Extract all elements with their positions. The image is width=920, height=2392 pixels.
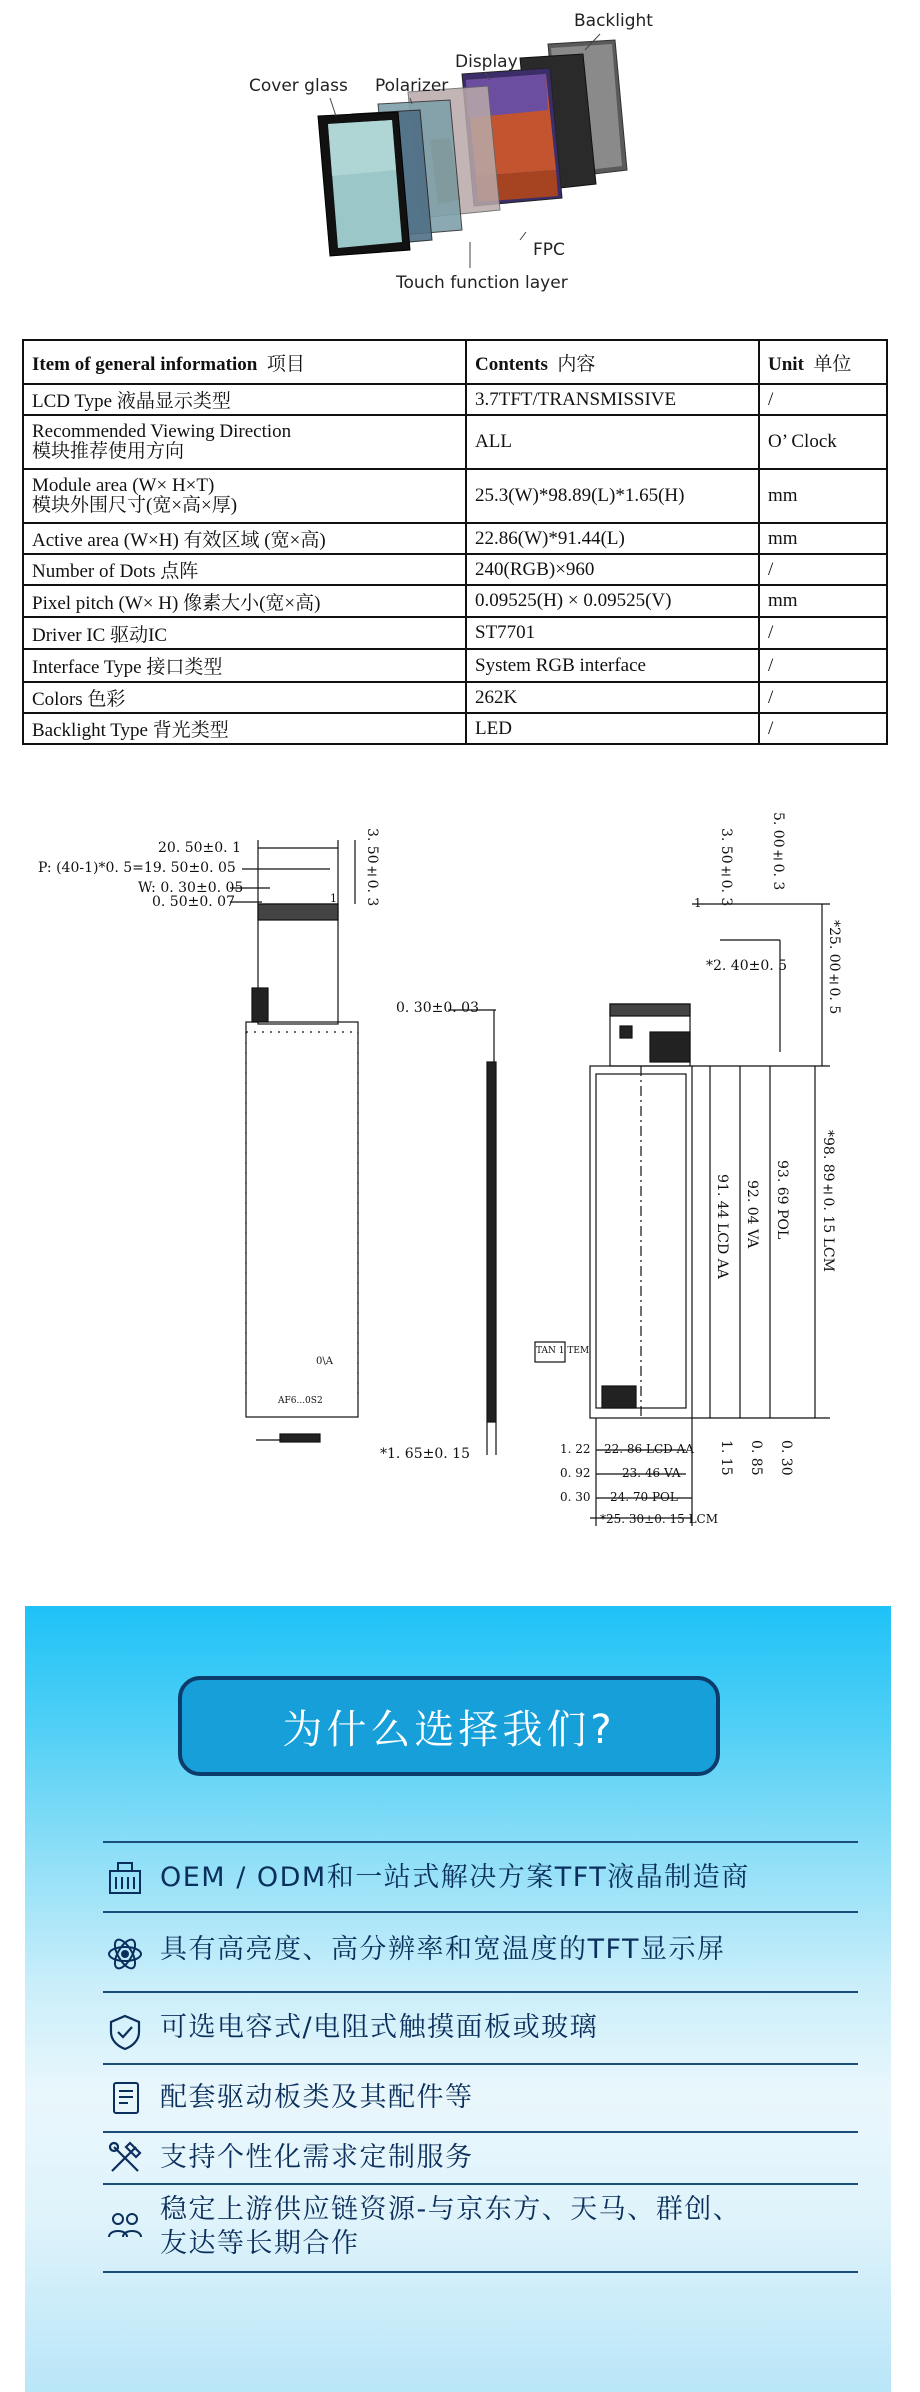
mechanical-drawing bbox=[0, 800, 920, 1540]
feature-text: 配套驱动板类及其配件等 bbox=[160, 2082, 474, 2113]
row-content: LED bbox=[466, 713, 759, 744]
table-row bbox=[23, 617, 887, 649]
row-item: Pixel pitch (W× H) 像素大小(宽×高) bbox=[23, 585, 466, 617]
row-content: System RGB interface bbox=[466, 649, 759, 682]
exploded-view bbox=[0, 0, 920, 310]
left-fpc-tail bbox=[258, 904, 338, 1024]
feature-item bbox=[103, 1911, 858, 1993]
dim-pitch: P: (40-1)*0. 5=19. 50±0. 05 bbox=[38, 860, 236, 876]
left-mark-a: 0\A bbox=[316, 1356, 333, 1367]
table-row bbox=[23, 713, 887, 744]
dim-bottom-3: 0. 30 bbox=[560, 1490, 591, 1504]
row-unit: / bbox=[759, 649, 887, 682]
label-display: Display bbox=[455, 52, 518, 72]
feature-item bbox=[103, 2183, 858, 2273]
feature-text: 支持个性化需求定制服务 bbox=[160, 2142, 474, 2173]
dim-va: 92. 04 VA bbox=[744, 1180, 760, 1249]
left-pad-strip bbox=[258, 904, 338, 920]
dim-bottom-1v: 22. 86 LCD AA bbox=[604, 1442, 694, 1456]
pad-count: 1 bbox=[330, 892, 337, 905]
table-row bbox=[23, 523, 887, 554]
feature-item bbox=[103, 1991, 858, 2065]
dim-fpc-width: 20. 50±0. 1 bbox=[158, 840, 241, 856]
feature-item bbox=[103, 1841, 858, 1913]
row-item: Number of Dots 点阵 bbox=[23, 554, 466, 585]
feature-text-line2: 友达等长期合作 bbox=[160, 2228, 360, 2259]
promo-panel bbox=[25, 1606, 891, 2392]
label-backlight: Backlight bbox=[574, 11, 653, 31]
left-mark-b: AF6...0S2 bbox=[278, 1396, 323, 1406]
label-touch-layer: Touch function layer bbox=[396, 273, 568, 293]
dim-tail: 5. 00±0. 3 bbox=[770, 812, 786, 891]
dim-25: *25. 00±0. 5 bbox=[826, 920, 842, 1015]
row-item: Recommended Viewing Direction 模块推荐使用方向 bbox=[23, 415, 466, 469]
row-item: Module area (W× H×T) 模块外围尺寸(宽×高×厚) bbox=[23, 469, 466, 523]
header-item: Item of general information 项目 bbox=[23, 340, 466, 384]
dim-thickness: *1. 65±0. 15 bbox=[380, 1446, 470, 1462]
tools-icon bbox=[106, 2139, 144, 2177]
header-contents: Contents 内容 bbox=[466, 340, 759, 384]
dim-pad-w: W: 0. 30±0. 05 bbox=[138, 880, 244, 896]
right-tag: TAN 1 TEM bbox=[536, 1346, 590, 1356]
dim-085: 0. 85 bbox=[748, 1440, 764, 1476]
dim-bottom-2v: 23. 46 VA bbox=[622, 1466, 681, 1480]
dim-lcm-length: *98. 89±0. 15 LCM bbox=[820, 1130, 836, 1272]
dim-bottom-1: 1. 22 bbox=[560, 1442, 591, 1456]
dim-film: 0. 30±0. 03 bbox=[396, 1000, 479, 1016]
left-connector bbox=[252, 988, 268, 1022]
document-icon bbox=[106, 2079, 144, 2117]
table-row bbox=[23, 384, 887, 415]
table-row bbox=[23, 415, 887, 469]
dim-bottom-2: 0. 92 bbox=[560, 1466, 591, 1480]
row-unit: / bbox=[759, 617, 887, 649]
dim-bottom-3v: 24. 70 POL bbox=[610, 1490, 678, 1504]
row-content: 22.86(W)*91.44(L) bbox=[466, 523, 759, 554]
table-row bbox=[23, 554, 887, 585]
feature-text: 稳定上游供应链资源-与京东方、天马、群创、 bbox=[160, 2194, 742, 2225]
row-content: ALL bbox=[466, 415, 759, 469]
dim-top-left: 3. 50±0. 3 bbox=[364, 828, 380, 907]
feature-item bbox=[103, 2063, 858, 2133]
dim-115: 1. 15 bbox=[718, 1440, 734, 1476]
row-unit: O’ Clock bbox=[759, 415, 887, 469]
left-panel bbox=[246, 1022, 358, 1417]
side-profile bbox=[487, 1062, 496, 1422]
row-item: LCD Type 液晶显示类型 bbox=[23, 384, 466, 415]
dim-fpc-offset: *2. 40±0. 5 bbox=[706, 958, 788, 974]
row-item: Backlight Type 背光类型 bbox=[23, 713, 466, 744]
feature-text: 可选电容式/电阻式触摸面板或玻璃 bbox=[160, 2012, 599, 2043]
row-content: 0.09525(H) × 0.09525(V) bbox=[466, 585, 759, 617]
row-unit: / bbox=[759, 384, 887, 415]
row-item: Interface Type 接口类型 bbox=[23, 649, 466, 682]
dim-lcm-width: *25. 30±0. 15 LCM bbox=[600, 1512, 719, 1526]
row-item: Driver IC 驱动IC bbox=[23, 617, 466, 649]
label-cover-glass: Cover glass bbox=[249, 76, 348, 96]
dim-pol: 93. 69 POL bbox=[774, 1160, 790, 1240]
row-content: 262K bbox=[466, 682, 759, 713]
atom-icon bbox=[106, 1935, 144, 1973]
row-unit: mm bbox=[759, 469, 887, 523]
spec-table bbox=[22, 339, 888, 745]
table-header-row bbox=[23, 340, 887, 384]
right-pin1: 1 bbox=[694, 896, 702, 910]
table-row bbox=[23, 682, 887, 713]
building-icon bbox=[106, 1859, 144, 1897]
table-row bbox=[23, 469, 887, 523]
header-unit: Unit 单位 bbox=[759, 340, 887, 384]
dim-030: 0. 30 bbox=[778, 1440, 794, 1476]
promo-title: 为什么选择我们? bbox=[178, 1676, 720, 1776]
row-item: Active area (W×H) 有效区域 (宽×高) bbox=[23, 523, 466, 554]
row-item: Colors 色彩 bbox=[23, 682, 466, 713]
feature-text: OEM / ODM和一站式解决方案TFT液晶制造商 bbox=[160, 1862, 750, 1893]
label-fpc: FPC bbox=[533, 240, 565, 260]
dim-pad: 0. 50±0. 07 bbox=[152, 894, 235, 910]
table-row bbox=[23, 649, 887, 682]
row-content: 240(RGB)×960 bbox=[466, 554, 759, 585]
feature-item bbox=[103, 2131, 858, 2185]
team-icon bbox=[106, 2207, 144, 2245]
label-polarizer: Polarizer bbox=[375, 76, 449, 96]
row-content: ST7701 bbox=[466, 617, 759, 649]
dim-aa: 91. 44 LCD AA bbox=[714, 1174, 730, 1279]
row-content: 3.7TFT/TRANSMISSIVE bbox=[466, 384, 759, 415]
table-row bbox=[23, 585, 887, 617]
shield-check-icon bbox=[106, 2013, 144, 2051]
feature-text: 具有高亮度、高分辨率和宽温度的TFT显示屏 bbox=[160, 1934, 726, 1965]
row-unit: / bbox=[759, 682, 887, 713]
row-content: 25.3(W)*98.89(L)*1.65(H) bbox=[466, 469, 759, 523]
row-unit: / bbox=[759, 554, 887, 585]
dim-tab: 3. 50±0. 3 bbox=[718, 828, 734, 907]
row-unit: / bbox=[759, 713, 887, 744]
right-connector-grid bbox=[650, 1032, 690, 1062]
exploded-view-illustration bbox=[0, 0, 920, 310]
row-unit: mm bbox=[759, 523, 887, 554]
row-unit: mm bbox=[759, 585, 887, 617]
